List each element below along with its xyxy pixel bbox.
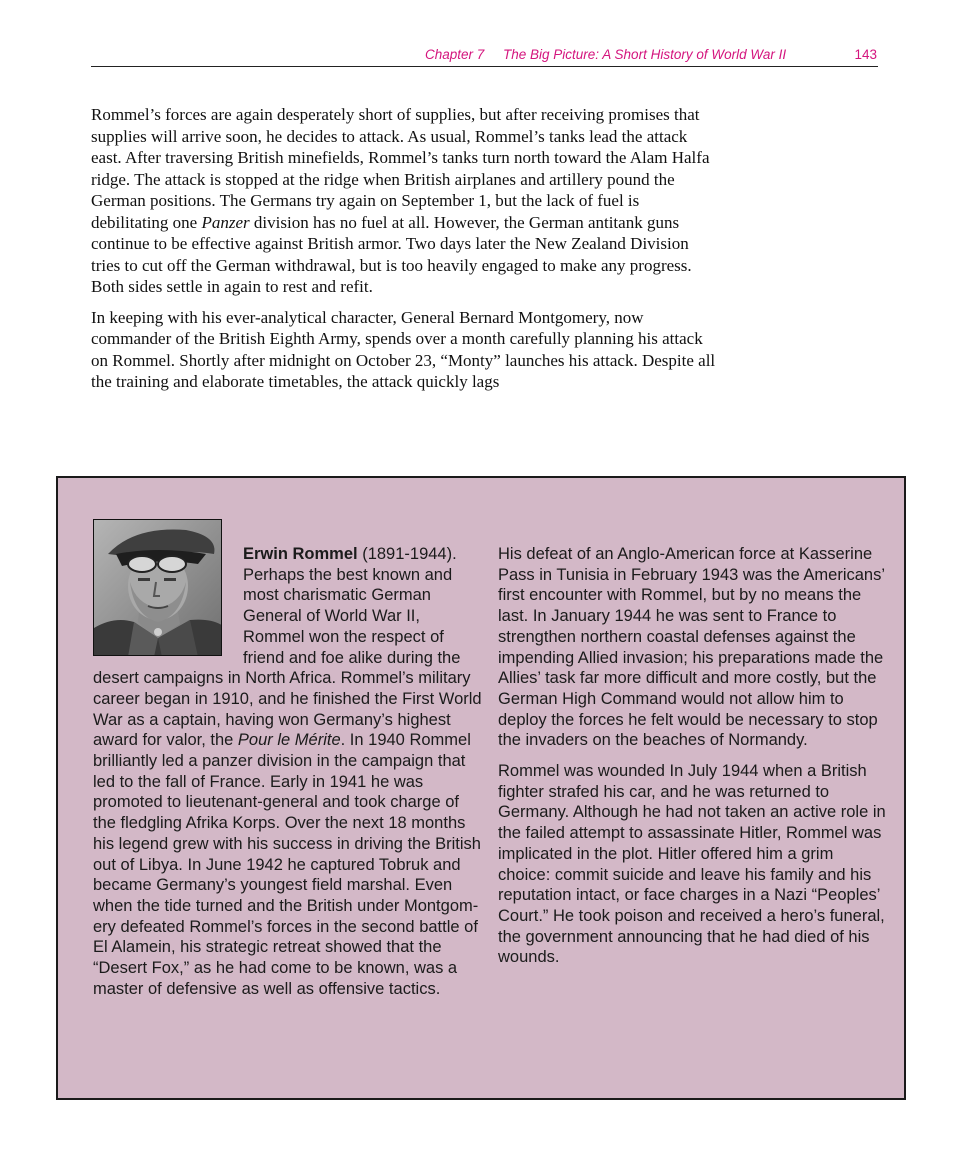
portrait-spacer — [93, 544, 243, 668]
paragraph-text: (1891-1944). Perhaps the best known and most charismatic German General of World War II, Rommel won the respect of friend and foe alike during the desert campaigns in North Africa. Rommel’s military career began in 1910, and he finished the First World War as a captain, having won Germany’s highest award for valor, the — [93, 545, 482, 750]
sidebar-paragraph: His defeat of an Anglo-American force at Kasserine Pass in Tunisia in February 1943 was the Americans’ first encounter with Rommel, but by no means the last. In January 1944 he was sent to France to strengthen northern coastal defenses against the impending Allied invasion; his preparations made the Allies’ task far more difficult and more costly, but the German High Command would not allow him to deploy the forces he felt would be necessary to stop the invaders on the beaches of Normandy. — [498, 545, 885, 750]
biography-sidebar — [56, 476, 906, 1100]
body-paragraph: In keeping with his ever-analytical character, General Bernard Montgomery, now commander of the British Eighth Army, spends over a month carefully planning his attack on Rommel. Shortly after midnight on October 23, “Monty” launches his attack. Despite all the training and elaborate timetables, the attack quickly lags — [91, 307, 716, 391]
sidebar-left-column — [93, 544, 483, 999]
running-header — [91, 46, 878, 67]
paragraph-text: . In 1940 Rommel brilliantly led a panzer division in the campaign that led to the fall of France. Early in 1941 he was promoted to lieutenant-general and took charge of the fledgling Afrika Korps. Over the next 18 months his legend grew with his success in driving the British out of Libya. In June 1942 he captured Tobruk and became Germany’s youngest field marshal. Even when the tide turned and the British under Montgomery defeated Rommel’s forces in the second battle of El Alamein, his strategic retreat showed that the “Desert Fox,” as he had come to be known, was a master of defensive as well as offensive tactics. — [93, 731, 481, 998]
italic-term: Panzer — [201, 212, 250, 232]
person-name: Erwin Rommel — [243, 545, 358, 563]
page-number: 143 — [854, 47, 877, 62]
book-title: The Big Picture: A Short History of World War II — [503, 47, 787, 62]
sidebar-paragraph: Rommel was wounded In July 1944 when a British fighter strafed his car, and he was returned to Germany. Although he had not taken an active role in the failed attempt to assassinate Hitler, Rommel was implicated in the plot. Hitler offered him a grim choice: commit suicide and leave his family and his reputation intact, or face charges in a Nazi “Peoples’ Court.” He took poison and received a hero’s funeral, the government announcing that he had died of his wounds. — [498, 762, 886, 967]
body-paragraph — [91, 104, 716, 298]
chapter-label: Chapter 7 — [425, 47, 485, 62]
paragraph-text: Rommel’s forces are again desperately short of supplies, but after receiving promises that supplies will arrive soon, he decides to attack. As usual, Rommel’s tanks lead the attack east. After traversing British minefields, Rommel’s tanks turn north toward the Alam Halfa ridge. The attack is stopped at the ridge when British airplanes and artillery pound the German positions. The Germans try again on September 1, but the lack of fuel is debilitating one — [91, 105, 710, 232]
sidebar-right-column — [498, 544, 886, 968]
main-text — [91, 104, 716, 393]
award-name: Pour le Mérite — [237, 731, 341, 750]
paragraph-text: division has no fuel at all. However, the German antitank guns continue to be effective against British armor. Two days later the New Zealand Division tries to cut off the German withdrawal, but is too heavily engaged to make any progress. Both sides settle in again to rest and refit. — [91, 212, 692, 296]
